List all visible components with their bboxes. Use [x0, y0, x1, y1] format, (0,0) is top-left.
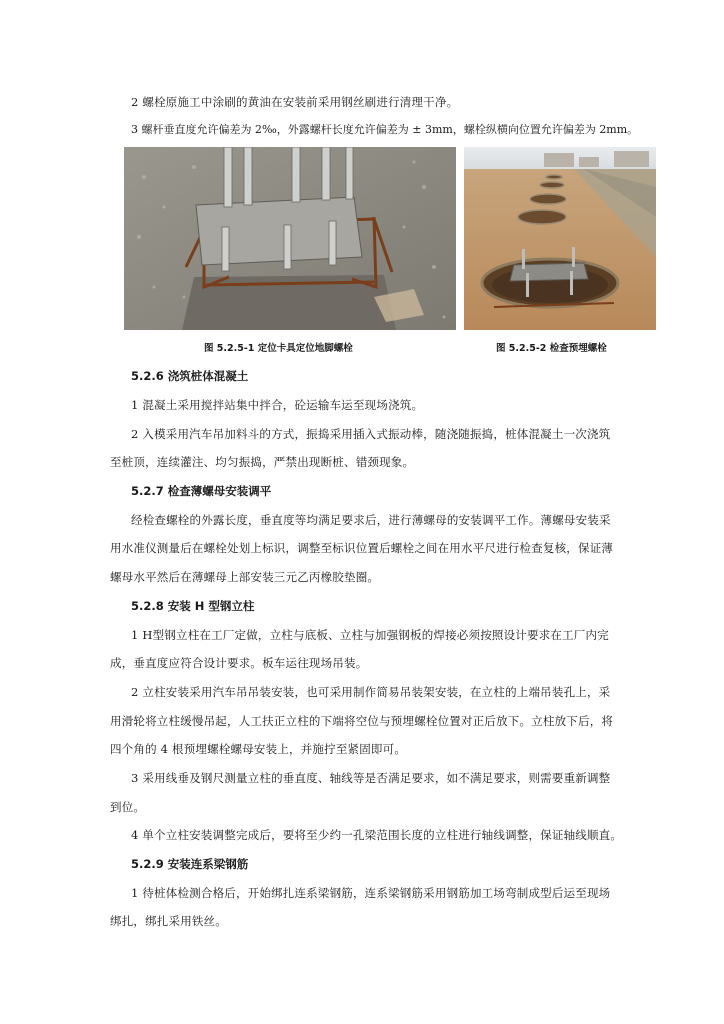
photo-positioning-fixture [124, 147, 456, 330]
paragraph-line: 2 入模采用汽车吊加料斗的方式，振捣采用插入式振动棒，随浇随振捣，桩体混凝土一次浇筑 [131, 427, 611, 441]
figure-caption-2: 图 5.2.5-2 检查预埋螺栓 [496, 343, 607, 354]
paragraph-line: 1 混凝土采用搅拌站集中拌合，砼运输车运至现场浇筑。 [131, 398, 424, 412]
paragraph-line: 经检查螺栓的外露长度，垂直度等均满足要求后，进行薄螺母的安装调平工作。薄螺母安装采 [131, 513, 611, 527]
paragraph-line: 绑扎，绑扎采用铁丝。 [110, 914, 227, 928]
paragraph-line: 成，垂直度应符合设计要求。板车运往现场吊装。 [110, 656, 368, 670]
paragraph-line: 螺母水平然后在薄螺母上部安装三元乙丙橡胶垫圈。 [110, 570, 380, 584]
section-heading-5-2-6: 5.2.6 浇筑桩体混凝土 [131, 369, 249, 383]
paragraph-line: 3 采用线垂及钢尺测量立柱的垂直度、轴线等是否满足要求，如不满足要求，则需要重新调整 [131, 771, 611, 785]
paragraph-line: 1 待桩体检测合格后，开始绑扎连系梁钢筋，连系梁钢筋采用钢筋加工场弯制成型后运至现场 [131, 886, 611, 900]
paragraph-line: 2 立柱安装采用汽车吊吊装安装，也可采用制作简易吊装架安装，在立柱的上端吊装孔上，采 [131, 685, 611, 699]
paragraph-line: 4 单个立柱安装调整完成后，要将至少约一孔梁范围长度的立柱进行轴线调整，保证轴线顺直。 [131, 828, 623, 842]
paragraph-bolt-cleaning: 2 螺栓原施工中涂刷的黄油在安装前采用钢丝刷进行清理干净。 [131, 95, 459, 109]
section-heading-5-2-9: 5.2.9 安装连系梁钢筋 [131, 857, 249, 871]
paragraph-line: 到位。 [110, 800, 146, 814]
section-heading-5-2-7: 5.2.7 检查薄螺母安装调平 [131, 484, 272, 498]
figure-caption-1: 图 5.2.5-1 定位卡具定位地脚螺栓 [204, 343, 353, 354]
paragraph-line: 四个角的 4 根预埋螺栓螺母安装上，并施拧至紧固即可。 [110, 742, 407, 756]
paragraph-line: 用滑轮将立柱缓慢吊起，人工扶正立柱的下端将空位与预埋螺栓位置对正后放下。立柱放下后，将 [110, 714, 614, 728]
section-heading-5-2-8: 5.2.8 安装 H 型钢立柱 [131, 599, 255, 613]
paragraph-line: 至桩顶，连续灌注、均匀振捣，严禁出现断桩、错颈现象。 [110, 455, 415, 469]
paragraph-line: 1 H型钢立柱在工厂定做，立柱与底板、立柱与加强钢板的焊接必须按照设计要求在工厂内完 [131, 628, 609, 642]
photo-embedded-bolts [464, 147, 656, 330]
paragraph-line: 用水准仪测量后在螺栓处划上标识，调整至标识位置后螺栓之间在用水平尺进行检查复核，保证薄 [110, 541, 614, 555]
paragraph-bolt-tolerance: 3 螺杆垂直度允许偏差为 2‰，外露螺杆长度允许偏差为 ± 3mm，螺栓纵横向位置允许偏差为 2mm。 [131, 123, 639, 136]
